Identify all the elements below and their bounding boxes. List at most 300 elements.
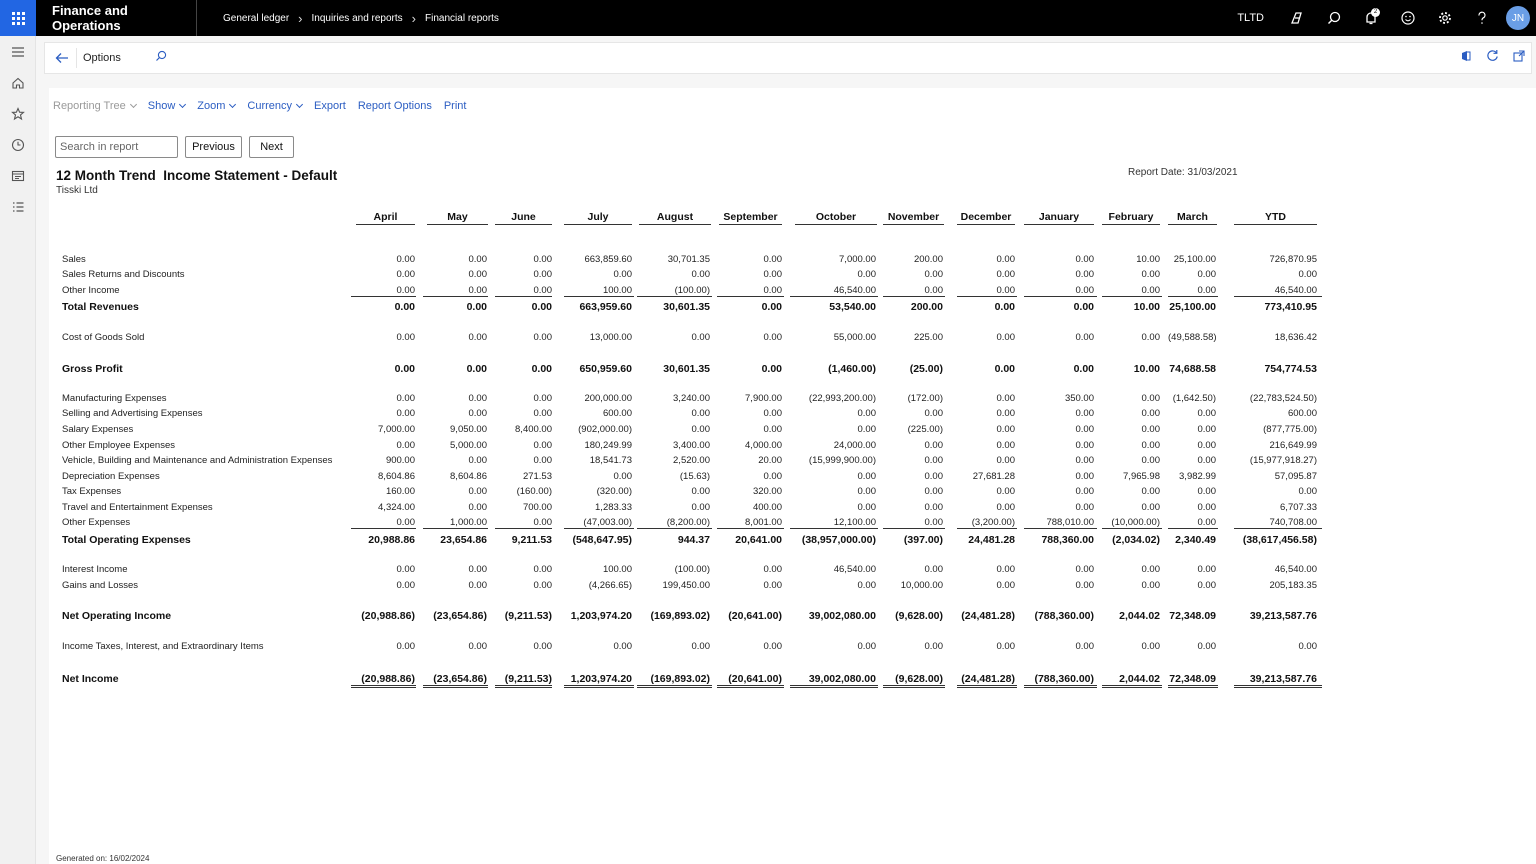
company-picker[interactable]: TLTD <box>1237 12 1264 24</box>
table-cell: 0.00 <box>533 564 552 575</box>
table-cell: 0.00 <box>691 269 710 280</box>
table-cell: 663,959.60 <box>579 301 632 313</box>
chevron-right-icon: › <box>411 10 417 26</box>
table-cell: 0.00 <box>468 455 487 466</box>
table-cell: 30,701.35 <box>667 254 710 265</box>
row-label: Cost of Goods Sold <box>62 332 145 343</box>
table-cell: 0.00 <box>396 408 415 419</box>
table-cell: 740,708.00 <box>1234 517 1322 529</box>
table-cell: 0.00 <box>533 269 552 280</box>
breadcrumb-general-ledger[interactable]: General ledger <box>223 12 290 24</box>
table-cell: 0.00 <box>468 641 487 652</box>
table-cell: (49,588.58) <box>1168 332 1217 343</box>
table-cell: (3,200.00) <box>957 517 1017 529</box>
zoom-menu[interactable] <box>197 100 235 112</box>
table-cell: 46,540.00 <box>1234 285 1322 297</box>
table-cell: (22,993,200.00) <box>808 393 876 404</box>
table-cell: 0.00 <box>761 363 782 375</box>
table-cell: 650,959.60 <box>579 363 632 375</box>
table-cell: 0.00 <box>924 471 943 482</box>
table-row <box>49 269 1536 283</box>
notifications-button[interactable] <box>1352 0 1389 36</box>
table-cell: 0.00 <box>1168 285 1218 297</box>
breadcrumb-financial-reports[interactable]: Financial reports <box>425 12 499 24</box>
table-cell: 30,601.35 <box>663 363 710 375</box>
table-cell: (2,034.02) <box>1112 534 1160 546</box>
table-cell: (172.00) <box>907 393 943 404</box>
clock-icon <box>11 138 25 152</box>
user-avatar[interactable]: JN <box>1506 6 1530 30</box>
table-cell: 0.00 <box>763 471 782 482</box>
nav-workspaces-button[interactable] <box>0 160 35 191</box>
table-cell: 4,000.00 <box>745 440 782 451</box>
table-cell: 0.00 <box>1075 440 1094 451</box>
action-search-button[interactable] <box>155 49 167 67</box>
table-cell: 10.00 <box>1133 301 1160 313</box>
table-cell: 0.00 <box>763 424 782 435</box>
table-cell: (320.00) <box>596 486 632 497</box>
table-cell: (24,481.28) <box>961 610 1015 622</box>
help-icon <box>1476 11 1488 25</box>
table-cell: 27,681.28 <box>972 471 1015 482</box>
table-cell: (902,000.00) <box>578 424 632 435</box>
table-cell: 0.00 <box>857 502 876 513</box>
help-button[interactable] <box>1463 0 1500 36</box>
column-header: August <box>639 211 711 225</box>
table-cell: 0.00 <box>994 363 1015 375</box>
table-cell: 0.00 <box>857 580 876 591</box>
search-icon <box>155 50 167 62</box>
table-cell: 0.00 <box>396 254 415 265</box>
table-cell: 0.00 <box>1073 363 1094 375</box>
back-arrow-icon <box>55 52 69 64</box>
table-cell: 0.00 <box>1197 486 1216 497</box>
table-cell: 0.00 <box>466 301 487 313</box>
table-cell: 4,324.00 <box>378 502 415 513</box>
column-header: March <box>1168 211 1217 225</box>
table-cell: 46,540.00 <box>790 285 878 297</box>
workspace-icon <box>11 169 25 183</box>
table-cell: 2,520.00 <box>673 455 710 466</box>
table-row <box>49 254 1536 268</box>
copilot-button[interactable] <box>1278 0 1315 36</box>
office-icon <box>1460 50 1472 62</box>
table-cell: 3,982.99 <box>1179 471 1216 482</box>
row-label: Salary Expenses <box>62 424 134 435</box>
global-search-button[interactable] <box>1315 0 1352 36</box>
table-cell: 74,688.58 <box>1169 363 1216 375</box>
table-cell: 216,649.99 <box>1269 440 1317 451</box>
table-cell: 0.00 <box>351 517 416 529</box>
table-row <box>49 534 1536 548</box>
table-cell: 600.00 <box>602 408 632 419</box>
table-cell: 0.00 <box>996 502 1015 513</box>
table-cell: 0.00 <box>996 254 1015 265</box>
table-cell: 0.00 <box>996 486 1015 497</box>
table-cell: (20,641.00) <box>728 610 782 622</box>
table-cell: 0.00 <box>1168 517 1218 529</box>
table-row <box>49 455 1536 469</box>
office-button[interactable] <box>1460 49 1472 67</box>
table-cell: 39,213,587.76 <box>1249 610 1317 622</box>
table-cell: 0.00 <box>1075 455 1094 466</box>
table-cell: 0.00 <box>1141 424 1160 435</box>
table-cell: 160.00 <box>385 486 415 497</box>
table-cell: 700.00 <box>522 502 552 513</box>
nav-home-button[interactable] <box>0 67 35 98</box>
table-cell: 0.00 <box>1102 285 1162 297</box>
table-cell: 0.00 <box>763 332 782 343</box>
table-row <box>49 502 1536 516</box>
table-cell: 25,100.00 <box>1169 301 1216 313</box>
table-cell: 0.00 <box>996 332 1015 343</box>
table-cell: (548,647.95) <box>572 534 632 546</box>
column-header: February <box>1102 211 1160 225</box>
table-cell: 0.00 <box>531 301 552 313</box>
table-cell: (24,481.28) <box>957 673 1017 688</box>
table-cell: 0.00 <box>1075 269 1094 280</box>
table-cell: 0.00 <box>924 486 943 497</box>
table-cell: (8,200.00) <box>637 517 712 529</box>
column-header: July <box>564 211 632 225</box>
table-cell: 0.00 <box>468 564 487 575</box>
table-cell: 20,641.00 <box>735 534 782 546</box>
table-cell: 0.00 <box>1197 424 1216 435</box>
table-cell: 0.00 <box>857 424 876 435</box>
table-row <box>49 332 1536 346</box>
table-cell: 0.00 <box>996 440 1015 451</box>
table-cell: 0.00 <box>468 580 487 591</box>
app-name[interactable]: Finance and Operations <box>36 0 197 36</box>
row-label: Gains and Losses <box>62 580 139 591</box>
table-cell: 0.00 <box>1197 408 1216 419</box>
table-cell: 271.53 <box>522 471 552 482</box>
row-label: Travel and Entertainment Expenses <box>62 502 213 513</box>
table-cell: 20,988.86 <box>368 534 415 546</box>
zoom-label: Zoom <box>197 100 226 112</box>
table-cell: (169,893.02) <box>637 673 712 688</box>
nav-recent-button[interactable] <box>0 129 35 160</box>
table-cell: (25.00) <box>909 363 943 375</box>
table-cell: 100.00 <box>602 564 632 575</box>
nav-menu-button[interactable] <box>0 36 35 67</box>
table-cell: 0.00 <box>1141 580 1160 591</box>
table-cell: 0.00 <box>1075 564 1094 575</box>
table-cell: 0.00 <box>466 363 487 375</box>
table-cell: (10,000.00) <box>1102 517 1162 529</box>
table-cell: 400.00 <box>752 502 782 513</box>
table-cell: 3,400.00 <box>673 440 710 451</box>
smiley-icon <box>1401 11 1415 25</box>
refresh-button[interactable] <box>1486 49 1499 67</box>
show-label: Show <box>147 100 176 112</box>
table-row <box>49 486 1536 500</box>
chevron-down-icon <box>229 101 236 108</box>
table-cell: 0.00 <box>691 332 710 343</box>
chevron-down-icon <box>130 101 137 108</box>
table-cell: 0.00 <box>1141 269 1160 280</box>
row-label: Vehicle, Building and Maintenance and Administration Expenses <box>62 455 333 466</box>
hamburger-icon <box>11 46 25 58</box>
row-label: Interest Income <box>62 564 128 575</box>
table-row <box>49 564 1536 578</box>
back-button[interactable] <box>47 48 77 68</box>
table-cell: (20,988.86) <box>361 610 415 622</box>
table-cell: (23,654.86) <box>433 610 487 622</box>
report-company: Tisski Ltd <box>56 185 98 196</box>
table-cell: 0.00 <box>1075 254 1094 265</box>
row-label: Selling and Advertising Expenses <box>62 408 203 419</box>
generated-on: Generated on: 16/02/2024 <box>56 854 150 863</box>
table-cell: 180,249.99 <box>584 440 632 451</box>
table-cell: 0.00 <box>531 363 552 375</box>
table-cell: (9,628.00) <box>883 673 945 688</box>
table-cell: 663,859.60 <box>584 254 632 265</box>
table-cell: 0.00 <box>1073 301 1094 313</box>
search-in-report-input[interactable] <box>55 136 178 158</box>
table-cell: 200.00 <box>910 301 943 313</box>
export-button[interactable]: Export <box>314 100 346 112</box>
table-cell: 0.00 <box>533 580 552 591</box>
table-cell: 0.00 <box>763 269 782 280</box>
table-cell: 0.00 <box>1197 564 1216 575</box>
table-cell: 0.00 <box>996 564 1015 575</box>
table-cell: 0.00 <box>996 269 1015 280</box>
table-cell: 754,774.53 <box>1264 363 1317 375</box>
table-cell: 0.00 <box>468 269 487 280</box>
table-cell: (1,642.50) <box>1172 393 1216 404</box>
table-cell: (877,775.00) <box>1263 424 1317 435</box>
nav-modules-button[interactable] <box>0 191 35 222</box>
chevron-down-icon <box>296 101 303 108</box>
table-cell: 8,001.00 <box>717 517 784 529</box>
table-cell: 18,636.42 <box>1274 332 1317 343</box>
table-cell: 53,540.00 <box>829 301 876 313</box>
table-cell: 0.00 <box>924 641 943 652</box>
table-cell: 2,340.49 <box>1175 534 1216 546</box>
column-header: June <box>495 211 552 225</box>
currency-menu[interactable] <box>247 100 302 112</box>
table-row <box>49 517 1536 531</box>
table-cell: 8,604.86 <box>450 471 487 482</box>
search-icon <box>1327 11 1341 25</box>
table-cell: 0.00 <box>1141 408 1160 419</box>
table-cell: 0.00 <box>1197 269 1216 280</box>
table-cell: 0.00 <box>924 269 943 280</box>
table-cell: 0.00 <box>857 471 876 482</box>
table-cell: 0.00 <box>1075 502 1094 513</box>
table-cell: (23,654.86) <box>423 673 488 688</box>
table-cell: 200.00 <box>913 254 943 265</box>
table-cell: 8,400.00 <box>515 424 552 435</box>
table-cell: 72,348.09 <box>1168 673 1218 688</box>
top-nav-bar <box>0 0 1536 36</box>
table-cell: (9,211.53) <box>504 610 552 622</box>
settings-button[interactable] <box>1426 0 1463 36</box>
table-cell: 900.00 <box>385 455 415 466</box>
table-row <box>49 285 1536 299</box>
table-cell: (9,628.00) <box>895 610 943 622</box>
table-cell: 0.00 <box>396 641 415 652</box>
home-icon <box>11 76 25 90</box>
table-cell: 24,000.00 <box>833 440 876 451</box>
table-cell: 46,540.00 <box>1274 564 1317 575</box>
table-cell: 1,203,974.20 <box>570 610 632 622</box>
table-row <box>49 393 1536 407</box>
feedback-button[interactable] <box>1389 0 1426 36</box>
next-button[interactable]: Next <box>249 136 294 158</box>
table-cell: 6,707.33 <box>1280 502 1317 513</box>
table-cell: 0.00 <box>613 641 632 652</box>
table-cell: 0.00 <box>1197 580 1216 591</box>
table-row <box>49 471 1536 485</box>
table-cell: 10,000.00 <box>900 580 943 591</box>
table-cell: (9,211.53) <box>495 673 552 688</box>
previous-button[interactable]: Previous <box>185 136 242 158</box>
table-row <box>49 363 1536 377</box>
table-cell: 0.00 <box>396 269 415 280</box>
table-cell: 0.00 <box>924 502 943 513</box>
copilot-icon <box>1289 10 1305 26</box>
refresh-icon <box>1486 49 1499 62</box>
table-cell: 0.00 <box>1141 332 1160 343</box>
row-label: Depreciation Expenses <box>62 471 160 482</box>
table-cell: 0.00 <box>994 301 1015 313</box>
table-cell: (788,360.00) <box>1034 610 1094 622</box>
table-row <box>49 673 1536 687</box>
table-cell: (100.00) <box>674 564 710 575</box>
row-label: Income Taxes, Interest, and Extraordinary Items <box>62 641 264 652</box>
table-cell: 0.00 <box>468 332 487 343</box>
table-cell: 0.00 <box>924 455 943 466</box>
table-cell: 9,211.53 <box>511 534 552 546</box>
table-cell: 0.00 <box>1075 471 1094 482</box>
table-cell: 9,050.00 <box>450 424 487 435</box>
table-cell: (788,360.00) <box>1024 673 1097 688</box>
app-launcher-button[interactable] <box>0 0 36 36</box>
table-cell: 0.00 <box>394 363 415 375</box>
table-cell: 0.00 <box>761 301 782 313</box>
table-cell: 20.00 <box>758 455 782 466</box>
table-cell: 0.00 <box>1075 641 1094 652</box>
table-cell: 0.00 <box>533 254 552 265</box>
table-cell: 0.00 <box>957 285 1017 297</box>
table-row <box>49 440 1536 454</box>
column-header: November <box>883 211 944 225</box>
row-label: Other Employee Expenses <box>62 440 176 451</box>
table-cell: 0.00 <box>495 517 552 529</box>
table-cell: (169,893.02) <box>650 610 710 622</box>
table-cell: (100.00) <box>637 285 712 297</box>
show-menu[interactable] <box>148 100 186 112</box>
table-cell: 225.00 <box>913 332 943 343</box>
table-cell: 0.00 <box>1197 440 1216 451</box>
table-cell: 0.00 <box>1298 486 1317 497</box>
table-cell: 0.00 <box>351 285 416 297</box>
print-button[interactable]: Print <box>443 100 467 112</box>
table-cell: 0.00 <box>468 486 487 497</box>
table-cell: 10.00 <box>1133 363 1160 375</box>
reporting-tree-menu[interactable] <box>53 100 136 112</box>
table-cell: 350.00 <box>1064 393 1094 404</box>
left-nav-rail <box>0 36 36 864</box>
table-cell: 0.00 <box>394 301 415 313</box>
table-cell: 0.00 <box>857 641 876 652</box>
table-cell: 55,000.00 <box>833 332 876 343</box>
table-cell: 7,900.00 <box>745 393 782 404</box>
table-cell: 0.00 <box>691 424 710 435</box>
row-label: Manufacturing Expenses <box>62 393 167 404</box>
report-toolbar <box>53 100 478 112</box>
table-cell: 0.00 <box>1075 580 1094 591</box>
table-cell: 0.00 <box>1298 641 1317 652</box>
table-cell: 0.00 <box>1197 455 1216 466</box>
report-title: 12 Month Trend Income Statement - Default <box>56 168 338 183</box>
table-cell: 0.00 <box>468 502 487 513</box>
table-cell: (225.00) <box>907 424 943 435</box>
table-cell: (160.00) <box>516 486 552 497</box>
column-header: YTD <box>1234 211 1317 225</box>
table-cell: 46,540.00 <box>833 564 876 575</box>
table-cell: 7,000.00 <box>378 424 415 435</box>
table-cell: 8,604.86 <box>378 471 415 482</box>
table-cell: 0.00 <box>763 641 782 652</box>
table-cell: 0.00 <box>883 517 945 529</box>
table-row <box>49 610 1536 624</box>
table-cell: 1,283.33 <box>595 502 632 513</box>
table-cell: 2,044.02 <box>1119 610 1160 622</box>
report-viewer <box>49 88 1536 864</box>
table-cell: 0.00 <box>857 486 876 497</box>
row-label: Other Income <box>62 285 120 296</box>
row-label: Net Operating Income <box>62 610 172 622</box>
table-cell: (20,988.86) <box>351 673 416 688</box>
notification-badge: 2 <box>1371 8 1380 17</box>
table-cell: 18,541.73 <box>589 455 632 466</box>
table-cell: 205,183.35 <box>1269 580 1317 591</box>
table-cell: 0.00 <box>495 285 552 297</box>
table-cell: 788,360.00 <box>1041 534 1094 546</box>
table-cell: 0.00 <box>996 455 1015 466</box>
row-label: Sales <box>62 254 86 265</box>
table-cell: 200,000.00 <box>584 393 632 404</box>
table-cell: 0.00 <box>1075 332 1094 343</box>
nav-favorites-button[interactable] <box>0 98 35 129</box>
table-cell: 0.00 <box>763 408 782 419</box>
breadcrumb-inquiries-and-reports[interactable]: Inquiries and reports <box>311 12 403 24</box>
open-new-window-button[interactable] <box>1513 49 1525 67</box>
table-cell: 0.00 <box>883 285 945 297</box>
table-cell: 0.00 <box>396 393 415 404</box>
row-label: Total Operating Expenses <box>62 534 191 546</box>
table-cell: 0.00 <box>1141 502 1160 513</box>
row-label: Sales Returns and Discounts <box>62 269 185 280</box>
table-cell: 5,000.00 <box>450 440 487 451</box>
table-cell: 72,348.09 <box>1169 610 1216 622</box>
table-cell: 0.00 <box>533 440 552 451</box>
table-cell: 12,100.00 <box>790 517 878 529</box>
table-cell: 0.00 <box>996 641 1015 652</box>
table-cell: 25,100.00 <box>1173 254 1216 265</box>
list-icon <box>11 200 25 214</box>
table-cell: 0.00 <box>1141 486 1160 497</box>
table-cell: 57,095.87 <box>1274 471 1317 482</box>
table-cell: 0.00 <box>396 564 415 575</box>
table-cell: 0.00 <box>396 580 415 591</box>
row-label: Tax Expenses <box>62 486 122 497</box>
table-cell: 0.00 <box>924 564 943 575</box>
report-options-button[interactable]: Report Options <box>357 100 432 112</box>
